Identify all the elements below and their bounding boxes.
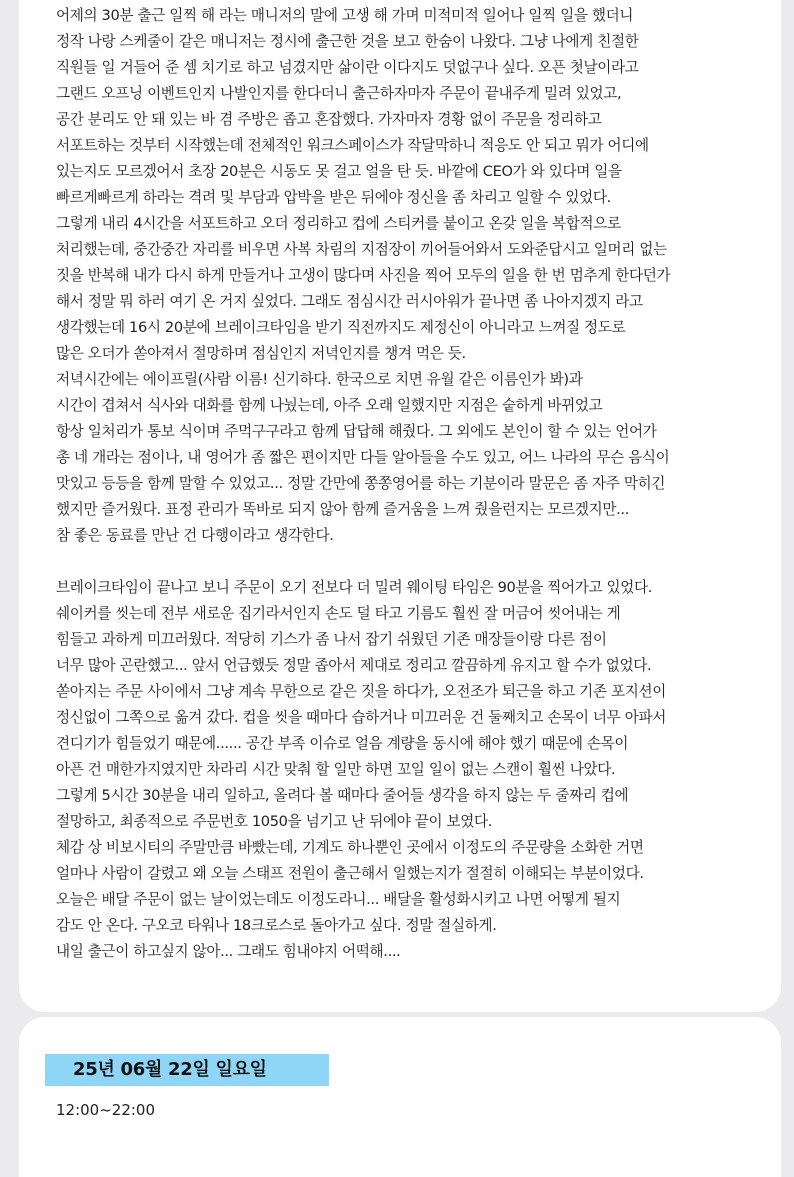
text-line: 힘들고 과하게 미끄러웠다. 적당히 기스가 좀 나서 잡기 쉬웠던 기존 매장들이랑 다른 점이: [56, 631, 607, 648]
text-line: 참 좋은 동료를 만난 건 다행이라고 생각한다.: [56, 527, 334, 544]
text-line: 공간 분리도 안 돼 있는 바 겸 주방은 좁고 혼잡했다. 가자마자 경황 없이 주문을 정리하고: [56, 111, 602, 128]
text-line: 많은 오더가 쏟아져서 절망하며 점심인지 저녁인지를 챙겨 먹은 듯.: [56, 345, 466, 362]
text-line: 아픈 건 매한가지였지만 차라리 시간 맞춰 할 일만 하면 꼬일 일이 없는 스캔이 훨씬 나았다.: [56, 761, 616, 778]
text-line: 했지만 즐거웠다. 표정 관리가 똑바로 되지 않아 함께 즐거움을 느껴 줬을런지는 모르겠지만...: [56, 501, 629, 518]
text-line: 서포트하는 것부터 시작했는데 전체적인 워크스페이스가 작달막하니 적응도 안 되고 뭐가 어디에: [56, 137, 649, 154]
next-entry-card: [19, 1017, 781, 1177]
text-line: 견디기가 힘들었기 때문에...... 공간 부족 이슈로 얼음 계량을 동시에 해야 했기 때문에 손목이: [56, 735, 629, 752]
text-line: 처리했는데, 중간중간 자리를 비우면 사복 차림의 지점장이 끼어들어와서 도와준답시고 일머리 없는: [56, 241, 667, 258]
journal-paragraph-2: [56, 575, 781, 965]
text-line: 빠르게빠르게 하라는 격려 및 부담과 압박을 받은 뒤에야 정신을 좀 차리고 일할 수 있었다.: [56, 189, 611, 206]
text-line: 생각했는데 16시 20분에 브레이크타임을 받기 직전까지도 제정신이 아니라고 느껴질 정도로: [56, 319, 626, 336]
text-line: 있는지도 모르겠어서 초장 20분은 시동도 못 걸고 얼을 탄 듯. 바깥에 CEO가 와 있다며 일을: [56, 163, 622, 180]
text-line: 그렇게 5시간 30분을 내리 일하고, 올려다 볼 때마다 줄어들 생각을 하지 않는 두 줄짜리 컵에: [56, 787, 629, 804]
text-line: 짓을 반복해 내가 다시 하게 만들거나 고생이 많다며 사진을 찍어 모두의 일을 한 번 멈추게 한다던가: [56, 267, 671, 284]
text-line: 정작 나랑 스케줄이 같은 매니저는 정시에 출근한 것을 보고 한숨이 나왔다. 그냥 나에게 친절한: [56, 33, 639, 50]
text-line: 감도 안 온다. 구오코 타워나 18크로스로 돌아가고 싶다. 정말 절실하게.: [56, 917, 497, 934]
text-line: 정신없이 그쪽으로 옮겨 갔다. 컵을 씻을 때마다 습하거나 미끄러운 건 둘째치고 손목이 너무 아파서: [56, 709, 666, 726]
text-line: 얼마나 사람이 갈렸고 왜 오늘 스태프 전원이 출근해서 일했는지가 절절히 이해되는 부분이었다.: [56, 865, 644, 882]
text-line: 오늘은 배달 주문이 없는 날이었는데도 이정도라니... 배달을 활성화시키고 나면 어떻게 될지: [56, 891, 621, 908]
text-line: 내일 출근이 하고싶지 않아... 그래도 힘내야지 어떡해....: [56, 943, 401, 960]
text-line: 체감 상 비보시티의 주말만큼 바빴는데, 기계도 하나뿐인 곳에서 이정도의 주문량을 소화한 거면: [56, 839, 644, 856]
text-line: 너무 많아 곤란했고... 앞서 언급했듯 정말 좁아서 제대로 정리고 깔끔하게 유지고 할 수가 없었다.: [56, 657, 652, 674]
text-line: 직원들 일 거들어 준 셈 치기로 하고 넘겼지만 삶이란 이다지도 덧없구나 싶다. 오픈 첫날이라고: [56, 59, 639, 76]
entry-date-badge: 25년 06월 22일 일요일: [45, 1054, 329, 1086]
text-line: 절망하고, 최종적으로 주문번호 1050을 넘기고 난 뒤에야 끝이 보였다.: [56, 813, 493, 830]
journal-paragraph-1: [56, 3, 781, 549]
text-line: 브레이크타임이 끝나고 보니 주문이 오기 전보다 더 밀려 웨이팅 타임은 90분을 찍어가고 있었다.: [56, 579, 653, 596]
text-line: 시간이 겹쳐서 식사와 대화를 함께 나눴는데, 아주 오래 일했지만 지점은 숱하게 바뀌었고: [56, 397, 603, 414]
text-line: 총 네 개라는 점이나, 내 영어가 좀 짧은 편이지만 다들 알아들을 수도 있고, 어느 나라의 무슨 음식이: [56, 449, 670, 466]
text-line: 항상 일처리가 통보 식이며 주먹구구라고 함께 답답해 해줬다. 그 외에도 본인이 할 수 있는 언어가: [56, 423, 657, 440]
text-line: 저녁시간에는 에이프릴(사람 이름! 신기하다. 한국으로 치면 유월 같은 이름인가 봐)과: [56, 371, 583, 388]
text-line: 쉐이커를 씻는데 전부 새로운 집기라서인지 손도 덜 타고 기름도 훨씬 잘 머금어 씻어내는 게: [56, 605, 621, 622]
text-line: 쏟아지는 주문 사이에서 그냥 계속 무한으로 같은 짓을 하다가, 오전조가 퇴근을 하고 기존 포지션이: [56, 683, 666, 700]
paragraph-gap: [56, 549, 781, 575]
text-line: 해서 정말 뭐 하러 여기 온 거지 싶었다. 그래도 점심시간 러시아워가 끝나면 좀 나아지겠지 라고: [56, 293, 643, 310]
text-line: 그랜드 오프닝 이벤트인지 나발인지를 한다더니 출근하자마자 주문이 끝내주게 밀려 있었고,: [56, 85, 622, 102]
text-line: 맛있고 등등을 함께 말할 수 있었고... 정말 간만에 쫑쫑영어를 하는 기분이라 말문은 좀 자주 막히긴: [56, 475, 666, 492]
work-hours: 12:00~22:00: [56, 1101, 156, 1119]
journal-entry-card: [19, 0, 781, 1012]
text-line: 어제의 30분 출근 일찍 해 라는 매니저의 말에 고생 해 가며 미적미적 일어나 일찍 일을 했더니: [56, 7, 634, 24]
text-line: 그렇게 내리 4시간을 서포트하고 오더 정리하고 컵에 스티커를 붙이고 온갖 일을 복합적으로: [56, 215, 621, 232]
